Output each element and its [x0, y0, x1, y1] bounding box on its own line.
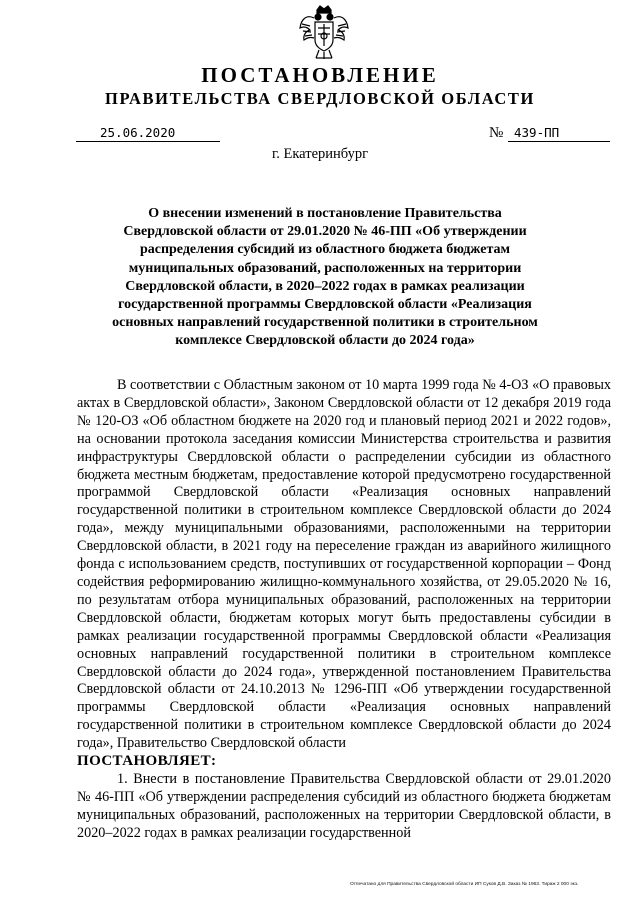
- clause-paragraph: 1. Внести в постановление Правительства Свердловской области от 29.01.2020 № 46-ПП «Об утверждении распределения субсидий из областного бюджета бюджетам муниципальных образований, расположенных на территории Свердловской области, в 2020–2022 годах в рамках реализации государственной: [77, 770, 611, 841]
- issuer-title: ПРАВИТЕЛЬСТВА СВЕРДЛОВСКОЙ ОБЛАСТИ: [105, 89, 535, 108]
- subject-line: комплексе Свердловской области до 2024 года»: [175, 333, 475, 349]
- print-note: Отпечатано для Правительства Свердловской области ИП Суков Д.В. Заказ № 1963. Тираж 2 000 экз.: [350, 882, 579, 887]
- document-number: 439-ПП: [508, 125, 610, 142]
- subject-line: основных направлений государственной политики в строительном: [112, 315, 538, 331]
- subject-line: распределения субсидий из областного бюджета бюджетам: [139, 242, 511, 258]
- subject-line: муниципальных образований, расположенных на территории: [128, 260, 522, 276]
- resolves-heading: ПОСТАНОВЛЯЕТ:: [77, 753, 217, 770]
- subject-line: Свердловской области от 29.01.2020 № 46-ПП «Об утверждении: [123, 224, 527, 240]
- document-subject: [90, 205, 560, 351]
- subject-line: О внесении изменений в постановление Правительства: [148, 206, 502, 221]
- document-title: ПОСТАНОВЛЕНИЕ: [201, 63, 439, 87]
- document-body: [77, 377, 611, 843]
- document-date: 25.06.2020: [76, 125, 220, 142]
- coat-of-arms-icon: [298, 4, 350, 60]
- document-city: г. Екатеринбург: [271, 146, 369, 162]
- subject-line: Свердловской области, в 2020–2022 годах в рамках реализации: [125, 278, 525, 294]
- number-label: №: [489, 125, 504, 141]
- preamble-paragraph: В соответствии с Областным законом от 10 марта 1999 года № 4-ОЗ «О правовых актах в Свердловской области», Законом Свердловской области от 12 декабря 2019 года № 120-ОЗ «Об областном бюджете на 2020 год и плановый период 2021 и 2022 годов», на основании протокола заседания комиссии Министерства строительства и развития инфраструктуры Свердловской области о распределении субсидии из областного бюджета местным бюджетам, предоставление которой предусмотрено государственной программой Свердловской области «Реализация основных направлений государственной политики в строительном комплексе Свердловской области до 2024 года», между муниципальными образованиями, расположенными на территории Свердловской области, в 2021 году на переселение граждан из аварийного жилищного фонда с использованием средств, поступивших от государственной корпорации – Фонд содействия реформированию жилищно-коммунального хозяйства, от 29.05.2020 № 16, по результатам отбора муниципальных образований, расположенных на территории Свердловской области, бюджетам которых могут быть предоставлены субсидии в рамках реализации государственной программы Свердловской области «Реализация основных направлений государственной политики в строительном комплексе Свердловской области до 2024 года», утвержденной постановлением Правительства Свердловской области от 24.10.2013 № 1296-ПП «Об утверждении государственной программы Свердловской области «Реализация основных направлений государственной политики в строительном комплексе Свердловской области до 2024 года», Правительство Свердловской области: [77, 377, 611, 752]
- subject-line: государственной программы Свердловской области «Реализация: [118, 297, 532, 313]
